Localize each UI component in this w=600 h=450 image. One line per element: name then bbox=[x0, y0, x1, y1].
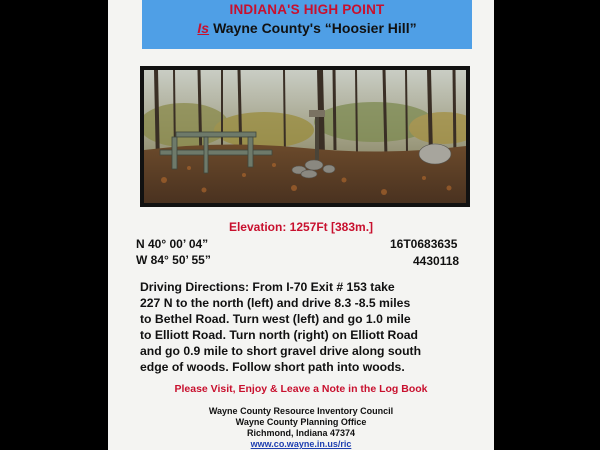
woods-photo bbox=[144, 70, 466, 203]
longitude: W 84° 50’ 55” bbox=[136, 253, 211, 267]
directions-line: to Elliott Road. Turn north (right) on Elliott Road bbox=[140, 328, 419, 342]
utm-easting: 16T0683635 bbox=[390, 237, 458, 251]
photo-frame bbox=[140, 66, 470, 207]
footer-url-row bbox=[108, 439, 494, 449]
latitude: N 40° 00’ 04” bbox=[136, 237, 209, 251]
banner-subtitle-text: Wayne County's “Hoosier Hill” bbox=[213, 20, 417, 36]
directions-line: to Bethel Road. Turn west (left) and go 1.0 mile bbox=[140, 312, 411, 326]
title-banner bbox=[142, 0, 472, 49]
footer-org1: Wayne County Resource Inventory Council bbox=[208, 406, 394, 416]
utm-northing: 4430118 bbox=[413, 254, 460, 268]
footer-org2: Wayne County Planning Office bbox=[235, 417, 367, 427]
elevation-label: Elevation: 1257Ft [383m.] bbox=[228, 220, 374, 234]
banner-subtitle bbox=[142, 20, 472, 36]
directions-line: edge of woods. Follow short path into woods. bbox=[140, 360, 405, 374]
directions-line: Driving Directions: From I-70 Exit # 153 take bbox=[140, 280, 395, 294]
directions-line: 227 N to the north (left) and drive 8.3 -8.5 miles bbox=[140, 296, 411, 310]
sign-board bbox=[108, 0, 494, 450]
directions-line: and go 0.9 mile to short gravel drive along south bbox=[140, 344, 422, 358]
driving-directions bbox=[140, 279, 470, 375]
footer-address: Richmond, Indiana 47374 bbox=[246, 428, 356, 438]
banner-is-word: Is bbox=[197, 20, 210, 36]
banner-title: INDIANA'S HIGH POINT bbox=[229, 2, 385, 17]
footer-url-link[interactable]: www.co.wayne.in.us/ric bbox=[250, 439, 352, 449]
visit-note: Please Visit, Enjoy & Leave a Note in the Log Book bbox=[174, 383, 428, 395]
